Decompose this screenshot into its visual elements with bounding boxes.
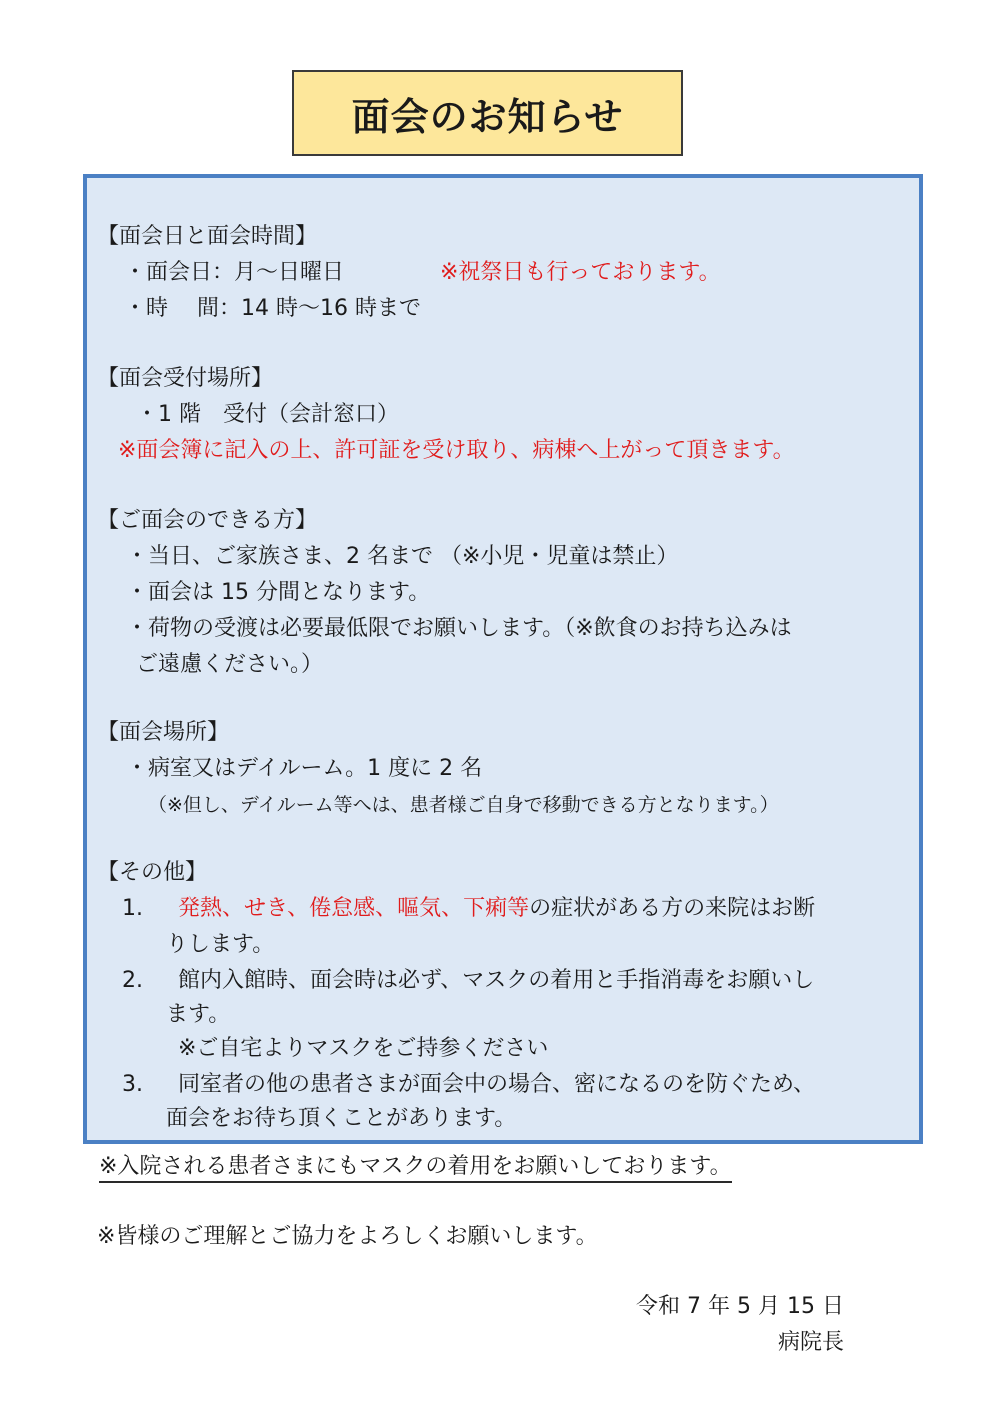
location-place: ・病室又はデイルーム。1 度に 2 名	[126, 756, 483, 781]
other-item-3-line2: 面会をお待ち頂くことがあります。	[166, 1106, 517, 1131]
symptoms-rest: の症状がある方の来院はお断	[529, 896, 816, 921]
mask-note-text: ※入院される患者さまにもマスクの着用をお願いしております。	[99, 1154, 732, 1183]
reception-heading: 【面会受付場所】	[97, 366, 274, 391]
location-heading: 【面会場所】	[97, 720, 230, 745]
other-item-1-line2: りします。	[166, 932, 275, 957]
hours-heading: 【面会日と面会時間】	[97, 224, 318, 249]
mask-note	[99, 1152, 732, 1182]
mask-bring-note: ※ご自宅よりマスクをご持参ください	[178, 1036, 549, 1061]
visitors-item: ・当日、ご家族さま、2 名まで （※小児・児童は禁止）	[126, 544, 679, 569]
visitors-item: ご遠慮ください。）	[136, 652, 324, 677]
other-item-2-line2: ます。	[166, 1002, 231, 1027]
visitors-item: ・荷物の受渡は必要最低限でお願いします。（※飲食のお持ち込みは	[126, 616, 792, 641]
other-item-number: 1.	[122, 896, 143, 921]
hours-day-note: ※祝祭日も行っております。	[440, 260, 721, 285]
reception-place: ・1 階 受付（会計窓口）	[136, 402, 399, 427]
symptoms-text: 発熱、せき、倦怠感、嘔気、下痢等	[178, 896, 530, 921]
other-item-3: 同室者の他の患者さまが面会中の場合、密になるのを防ぐため、	[178, 1072, 816, 1097]
other-heading: 【その他】	[97, 860, 208, 885]
reception-note: ※面会簿に記入の上、許可証を受け取り、病棟へ上がって頂きます。	[118, 438, 795, 463]
issue-date: 令和 7 年 5 月 15 日	[636, 1294, 844, 1319]
hours-day: ・面会日：月～日曜日	[124, 260, 345, 285]
location-note: （※但し、デイルーム等へは、患者様ご自身で移動できる方となります。）	[148, 794, 779, 816]
hours-time: ・時 間：14 時～16 時まで	[124, 296, 421, 321]
other-item-1	[178, 894, 815, 924]
signature: 病院長	[777, 1330, 844, 1355]
title-box	[292, 70, 683, 156]
page-title: 面会のお知らせ	[351, 94, 624, 139]
other-item-2: 館内入館時、面会時は必ず、マスクの着用と手指消毒をお願いし	[178, 968, 815, 993]
other-item-number: 3.	[122, 1072, 143, 1097]
other-item-number: 2.	[122, 968, 143, 993]
visitors-heading: 【ご面会のできる方】	[97, 508, 318, 533]
closing-message: ※皆様のご理解とご協力をよろしくお願いします。	[97, 1224, 598, 1249]
visitors-item: ・面会は 15 分間となります。	[126, 580, 431, 605]
